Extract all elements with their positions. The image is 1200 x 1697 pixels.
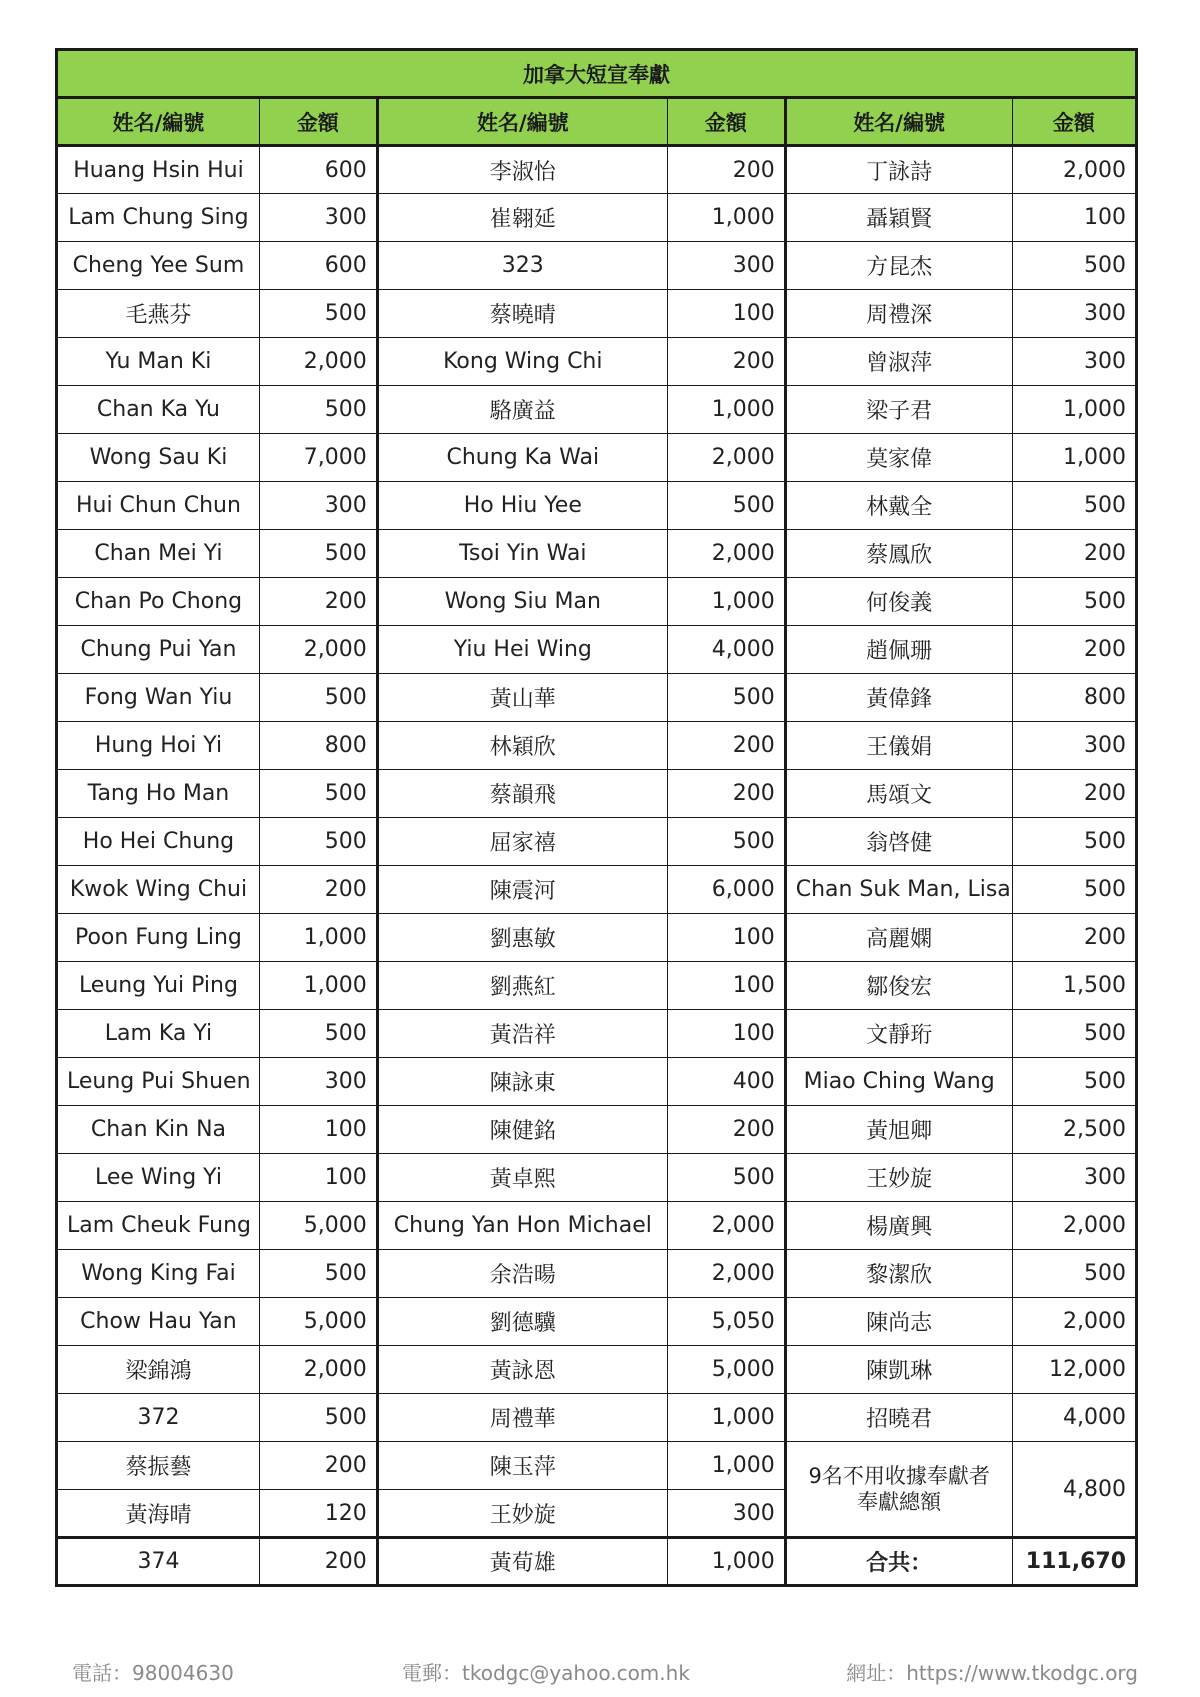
table-row [57, 530, 1137, 578]
donor-amount: 500 [259, 386, 377, 434]
donor-amount: 2,000 [667, 530, 785, 578]
donor-name: 梁子君 [785, 386, 1012, 434]
anonymous-donors-note-line1: 9名不用收據奉獻者 [808, 1463, 990, 1488]
donor-name: Lam Cheuk Fung [57, 1202, 260, 1250]
donor-amount: 100 [667, 290, 785, 338]
donor-name: 周禮深 [785, 290, 1012, 338]
donor-amount: 200 [259, 1538, 377, 1586]
donor-amount: 200 [667, 146, 785, 194]
table-row [57, 1538, 1137, 1586]
donor-name: 方昆杰 [785, 242, 1012, 290]
donor-amount: 5,050 [667, 1298, 785, 1346]
table-row [57, 674, 1137, 722]
donor-name: 林穎欣 [377, 722, 667, 770]
donor-name: Chung Yan Hon Michael [377, 1202, 667, 1250]
donor-amount: 1,000 [667, 578, 785, 626]
donor-amount: 300 [667, 242, 785, 290]
table-row [57, 242, 1137, 290]
donor-amount: 300 [1012, 1154, 1136, 1202]
donor-amount: 1,000 [259, 914, 377, 962]
donor-amount: 200 [1012, 626, 1136, 674]
donor-name: 王儀娟 [785, 722, 1012, 770]
donor-amount: 5,000 [259, 1202, 377, 1250]
donor-amount: 2,000 [259, 1346, 377, 1394]
donor-name: 陳玉萍 [377, 1442, 667, 1490]
donor-amount: 300 [259, 1058, 377, 1106]
donor-amount: 200 [667, 722, 785, 770]
donor-name: Chan Kin Na [57, 1106, 260, 1154]
donor-name: Yiu Hei Wing [377, 626, 667, 674]
donor-amount: 12,000 [1012, 1346, 1136, 1394]
donor-amount: 1,000 [667, 386, 785, 434]
donor-amount: 120 [259, 1490, 377, 1538]
donor-amount: 100 [259, 1154, 377, 1202]
donor-name: 黎潔欣 [785, 1250, 1012, 1298]
donor-amount: 100 [1012, 194, 1136, 242]
donor-name: 劉德驥 [377, 1298, 667, 1346]
donor-name: Miao Ching Wang [785, 1058, 1012, 1106]
donor-name: 余浩暘 [377, 1250, 667, 1298]
anonymous-donors-note-line2: 奉獻總額 [857, 1490, 942, 1514]
table-row [57, 290, 1137, 338]
donor-amount: 100 [259, 1106, 377, 1154]
donor-name: Wong King Fai [57, 1250, 260, 1298]
donor-amount: 6,000 [667, 866, 785, 914]
table-row [57, 146, 1137, 194]
donor-amount: 200 [259, 578, 377, 626]
donor-amount: 500 [1012, 1010, 1136, 1058]
donor-amount: 1,000 [667, 1538, 785, 1586]
donor-name: Cheng Yee Sum [57, 242, 260, 290]
donor-amount: 100 [667, 914, 785, 962]
donor-name: 蔡振藝 [57, 1442, 260, 1490]
footer-phone: 電話：98004630 [72, 1661, 234, 1685]
table-row [57, 1154, 1137, 1202]
table-row [57, 1442, 1137, 1490]
donor-amount: 500 [1012, 1250, 1136, 1298]
donor-name: 蔡曉晴 [377, 290, 667, 338]
donor-amount: 500 [1012, 1058, 1136, 1106]
donor-amount: 200 [1012, 770, 1136, 818]
donor-name: 黃浩祥 [377, 1010, 667, 1058]
donor-amount: 500 [259, 1250, 377, 1298]
table-row [57, 1346, 1137, 1394]
donor-name: Lam Chung Sing [57, 194, 260, 242]
donor-amount: 2,000 [1012, 1298, 1136, 1346]
donor-amount: 200 [667, 338, 785, 386]
donor-amount: 500 [667, 818, 785, 866]
table-row [57, 434, 1137, 482]
table-row [57, 626, 1137, 674]
column-header-name-1: 姓名/編號 [57, 98, 260, 146]
table-body [57, 146, 1137, 1586]
donor-name: 何俊義 [785, 578, 1012, 626]
donor-name: 招曉君 [785, 1394, 1012, 1442]
table-row [57, 1106, 1137, 1154]
donor-name: 翁啓健 [785, 818, 1012, 866]
donor-amount: 1,000 [1012, 386, 1136, 434]
donor-name: 蔡鳳欣 [785, 530, 1012, 578]
donor-name: 黃卓熙 [377, 1154, 667, 1202]
donor-name: Wong Sau Ki [57, 434, 260, 482]
donor-name: 陳詠東 [377, 1058, 667, 1106]
donor-name: Yu Man Ki [57, 338, 260, 386]
donor-amount: 1,000 [1012, 434, 1136, 482]
donor-name: Lam Ka Yi [57, 1010, 260, 1058]
donor-amount: 1,000 [259, 962, 377, 1010]
donor-amount: 800 [259, 722, 377, 770]
donor-amount: 2,000 [1012, 146, 1136, 194]
donor-name: 劉惠敏 [377, 914, 667, 962]
donor-name: 陳凱琳 [785, 1346, 1012, 1394]
donor-name: 黃偉鋒 [785, 674, 1012, 722]
table-row [57, 866, 1137, 914]
donor-name: 崔翱延 [377, 194, 667, 242]
total-value: 111,670 [1012, 1538, 1136, 1586]
donor-name: Chung Pui Yan [57, 626, 260, 674]
donor-amount: 2,000 [667, 1250, 785, 1298]
table-row [57, 1250, 1137, 1298]
donor-name: 374 [57, 1538, 260, 1586]
donor-amount: 200 [1012, 530, 1136, 578]
donor-amount: 500 [259, 674, 377, 722]
donor-name: 聶穎賢 [785, 194, 1012, 242]
donor-name: Hui Chun Chun [57, 482, 260, 530]
donor-amount: 2,000 [667, 434, 785, 482]
donor-amount: 500 [259, 290, 377, 338]
donor-name: 莫家偉 [785, 434, 1012, 482]
donor-name: Tang Ho Man [57, 770, 260, 818]
donor-name: 陳震河 [377, 866, 667, 914]
donor-amount: 500 [1012, 866, 1136, 914]
donor-amount: 500 [667, 674, 785, 722]
donor-name: Chan Po Chong [57, 578, 260, 626]
donor-amount: 2,000 [667, 1202, 785, 1250]
anonymous-donors-note [785, 1442, 1012, 1538]
donor-name: 曾淑萍 [785, 338, 1012, 386]
table-row [57, 962, 1137, 1010]
donor-amount: 300 [1012, 290, 1136, 338]
donor-name: Kong Wing Chi [377, 338, 667, 386]
donor-amount: 4,000 [1012, 1394, 1136, 1442]
donor-amount: 400 [667, 1058, 785, 1106]
donor-name: Tsoi Yin Wai [377, 530, 667, 578]
donor-name: Chow Hau Yan [57, 1298, 260, 1346]
donor-name: Chan Suk Man, Lisa [785, 866, 1012, 914]
anonymous-donors-amount: 4,800 [1012, 1442, 1136, 1538]
column-header-name-3: 姓名/編號 [785, 98, 1012, 146]
donor-amount: 7,000 [259, 434, 377, 482]
donor-name: 文靜珩 [785, 1010, 1012, 1058]
donor-name: 王妙旋 [377, 1490, 667, 1538]
donor-name: Wong Siu Man [377, 578, 667, 626]
donor-amount: 500 [259, 1010, 377, 1058]
donor-amount: 500 [259, 1394, 377, 1442]
table-row [57, 194, 1137, 242]
donor-name: 黃詠恩 [377, 1346, 667, 1394]
donor-amount: 200 [259, 1442, 377, 1490]
donor-name: Huang Hsin Hui [57, 146, 260, 194]
table-row [57, 818, 1137, 866]
table-row [57, 482, 1137, 530]
donor-name: 梁錦鴻 [57, 1346, 260, 1394]
donor-amount: 2,000 [1012, 1202, 1136, 1250]
donor-name: 陳尚志 [785, 1298, 1012, 1346]
donor-amount: 1,000 [667, 1442, 785, 1490]
donor-amount: 500 [1012, 242, 1136, 290]
total-label: 合共： [785, 1538, 1012, 1586]
footer-email: 電郵：tkodgc@yahoo.com.hk [402, 1661, 690, 1685]
donor-name: 毛燕芬 [57, 290, 260, 338]
footer-website: 網址：https://www.tkodgc.org [846, 1661, 1138, 1685]
donor-amount: 500 [667, 1154, 785, 1202]
donor-name: 黃旭卿 [785, 1106, 1012, 1154]
table-title: 加拿大短宣奉獻 [57, 50, 1137, 98]
donor-amount: 300 [259, 194, 377, 242]
donor-name: 王妙旋 [785, 1154, 1012, 1202]
donor-name: Chung Ka Wai [377, 434, 667, 482]
donation-table [55, 48, 1138, 1587]
donor-amount: 200 [259, 866, 377, 914]
donor-name: Poon Fung Ling [57, 914, 260, 962]
donor-name: Kwok Wing Chui [57, 866, 260, 914]
donor-name: 陳健銘 [377, 1106, 667, 1154]
table-row [57, 914, 1137, 962]
donor-name: 丁詠詩 [785, 146, 1012, 194]
donor-name: 372 [57, 1394, 260, 1442]
table-row [57, 722, 1137, 770]
table-row [57, 386, 1137, 434]
donor-name: Lee Wing Yi [57, 1154, 260, 1202]
table-row [57, 578, 1137, 626]
page-footer [72, 1657, 1138, 1687]
donor-amount: 100 [667, 962, 785, 1010]
donor-amount: 200 [667, 770, 785, 818]
donor-amount: 1,000 [667, 1394, 785, 1442]
donor-name: 劉燕紅 [377, 962, 667, 1010]
donor-name: 蔡韻飛 [377, 770, 667, 818]
donor-name: Fong Wan Yiu [57, 674, 260, 722]
donor-name: Leung Pui Shuen [57, 1058, 260, 1106]
column-header-amount-2: 金額 [667, 98, 785, 146]
column-header-amount-3: 金額 [1012, 98, 1136, 146]
donor-name: 高麗嫻 [785, 914, 1012, 962]
donor-name: Chan Mei Yi [57, 530, 260, 578]
table-row [57, 770, 1137, 818]
donor-name: Hung Hoi Yi [57, 722, 260, 770]
donor-name: 黃山華 [377, 674, 667, 722]
donor-amount: 200 [667, 1106, 785, 1154]
donor-amount: 4,000 [667, 626, 785, 674]
donor-name: 趙佩珊 [785, 626, 1012, 674]
table-row [57, 1298, 1137, 1346]
column-header-name-2: 姓名/編號 [377, 98, 667, 146]
donor-amount: 5,000 [259, 1298, 377, 1346]
donor-name: 林戴全 [785, 482, 1012, 530]
donor-amount: 500 [259, 818, 377, 866]
donor-name: 黃海晴 [57, 1490, 260, 1538]
donor-name: Chan Ka Yu [57, 386, 260, 434]
donor-name: 鄒俊宏 [785, 962, 1012, 1010]
table-row [57, 1058, 1137, 1106]
donor-amount: 100 [667, 1010, 785, 1058]
table-row [57, 1010, 1137, 1058]
table-row [57, 338, 1137, 386]
donor-name: 黃荀雄 [377, 1538, 667, 1586]
donor-amount: 800 [1012, 674, 1136, 722]
donor-amount: 5,000 [667, 1346, 785, 1394]
table-row [57, 1394, 1137, 1442]
donor-name: 楊廣興 [785, 1202, 1012, 1250]
donor-name: Ho Hei Chung [57, 818, 260, 866]
donor-name: 323 [377, 242, 667, 290]
donor-name: Ho Hiu Yee [377, 482, 667, 530]
donor-amount: 600 [259, 146, 377, 194]
donor-amount: 500 [259, 770, 377, 818]
donor-amount: 200 [1012, 914, 1136, 962]
donor-amount: 2,500 [1012, 1106, 1136, 1154]
donor-amount: 300 [1012, 722, 1136, 770]
donor-amount: 2,000 [259, 626, 377, 674]
donor-amount: 500 [259, 530, 377, 578]
donor-amount: 300 [667, 1490, 785, 1538]
donor-amount: 500 [1012, 818, 1136, 866]
donor-name: 馬頌文 [785, 770, 1012, 818]
donor-name: 李淑怡 [377, 146, 667, 194]
column-header-amount-1: 金額 [259, 98, 377, 146]
donor-name: Leung Yui Ping [57, 962, 260, 1010]
donor-amount: 500 [1012, 578, 1136, 626]
donor-amount: 1,500 [1012, 962, 1136, 1010]
donor-name: 周禮華 [377, 1394, 667, 1442]
donor-amount: 600 [259, 242, 377, 290]
table-title-row [57, 50, 1137, 98]
donor-name: 駱廣益 [377, 386, 667, 434]
donor-amount: 300 [1012, 338, 1136, 386]
donor-amount: 1,000 [667, 194, 785, 242]
donor-amount: 500 [667, 482, 785, 530]
donor-name: 屈家禧 [377, 818, 667, 866]
donor-amount: 300 [259, 482, 377, 530]
table-header-row [57, 98, 1137, 146]
table-row [57, 1202, 1137, 1250]
donor-amount: 500 [1012, 482, 1136, 530]
donor-amount: 2,000 [259, 338, 377, 386]
